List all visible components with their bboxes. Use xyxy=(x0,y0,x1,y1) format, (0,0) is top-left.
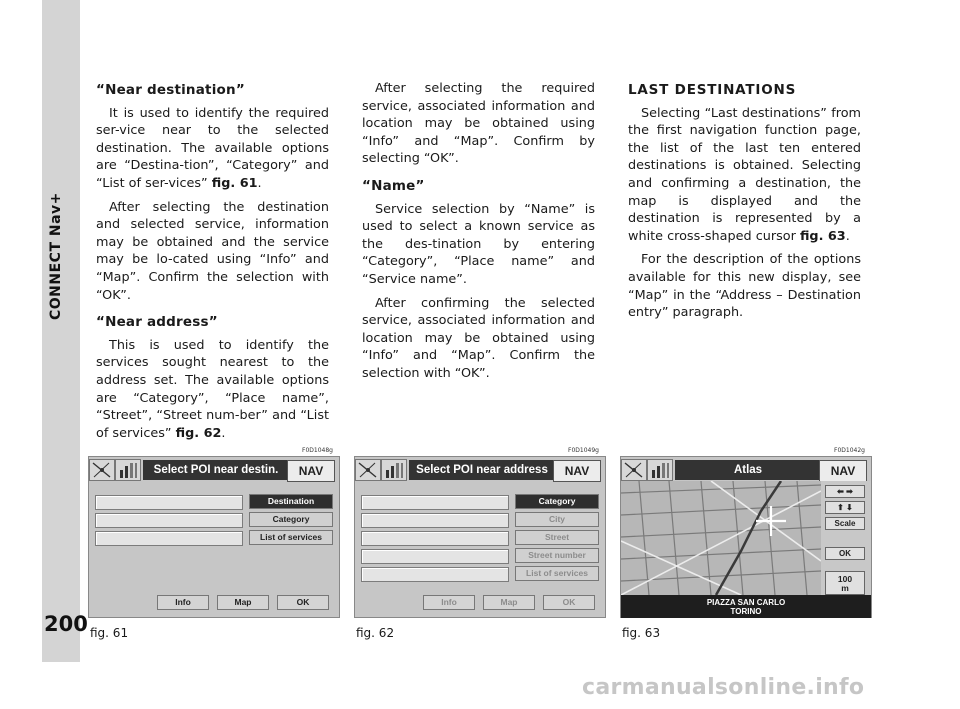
list-field[interactable] xyxy=(95,513,243,528)
fig-reference: fig. 62 xyxy=(175,425,222,441)
scale-indicator xyxy=(825,571,865,595)
map-button[interactable]: Map xyxy=(483,595,535,610)
figure-caption: fig. 62 xyxy=(356,626,395,640)
paragraph: For the description of the options available for this new display, see “Map” in the “Address – Destination entry” paragraph. xyxy=(628,252,861,321)
paragraph: After confirming the selected service, associated information and location may be obtained using “Info” and “Map”. Confirm the selection with “OK”. xyxy=(362,295,595,381)
scale-value: 100 xyxy=(837,574,853,584)
pan-horizontal-button[interactable]: ⬅ ➡ xyxy=(825,485,865,498)
ok-button[interactable]: OK xyxy=(277,595,329,610)
option-category[interactable]: Category xyxy=(249,512,333,527)
screen-topbar xyxy=(89,457,339,481)
list-field[interactable] xyxy=(95,531,243,546)
paragraph: After selecting the destination and selected service, information may be obtained and the service may be lo-cated using “Info” and “Map”. Confirm the selection with “OK”. xyxy=(96,199,329,303)
screen-topbar xyxy=(355,457,605,481)
street-map[interactable] xyxy=(621,481,821,595)
satellite-icon xyxy=(621,459,647,481)
nav-label: NAV xyxy=(287,460,335,482)
text-column-1 xyxy=(96,80,329,448)
text-column-2 xyxy=(362,80,595,389)
map-controls xyxy=(821,481,871,595)
ok-button[interactable]: OK xyxy=(543,595,595,610)
page-number: 200 xyxy=(44,612,88,636)
paragraph: Selecting “Last destinations” from the first navigation function page, the list of the last ten entered destinations is obtained. Selecting and confirming a destination, the map is displayed and the destination is represented by a white cross-shaped cursor fig. 63. xyxy=(628,105,861,244)
satellite-icon xyxy=(89,459,115,481)
option-city[interactable]: City xyxy=(515,512,599,527)
screen-title: Select POI near address xyxy=(409,460,555,480)
option-category[interactable]: Category xyxy=(515,494,599,509)
list-field[interactable] xyxy=(361,513,509,528)
side-band xyxy=(42,0,80,662)
info-button[interactable]: Info xyxy=(423,595,475,610)
paragraph: Service selection by “Name” is used to select a known service as the des-tination by entering “Category”, “Place name” and “Service name”. xyxy=(362,201,595,287)
location-city: TORINO xyxy=(730,607,762,616)
paragraph: This is used to identify the services sought nearest to the address set. The available options are “Category”, “Place name”, “Street”, “Street num-ber” and “List of services” fig. 62. xyxy=(96,337,329,441)
option-list-of-services[interactable]: List of services xyxy=(249,530,333,545)
location-street: PIAZZA SAN CARLO xyxy=(706,598,786,607)
paragraph: It is used to identify the required ser-vice near to the selected destination. The available options are “Destina-tion”, “Category” and “List of ser-vices” fig. 61. xyxy=(96,105,329,191)
nav-label: NAV xyxy=(553,460,601,482)
figure-caption: fig. 63 xyxy=(622,626,661,640)
text-column-3 xyxy=(628,80,861,328)
info-button[interactable]: Info xyxy=(157,595,209,610)
screen-title: Select POI near destin. xyxy=(143,460,289,480)
location-bar xyxy=(621,595,871,618)
list-field[interactable] xyxy=(361,495,509,510)
fig-reference: fig. 61 xyxy=(211,175,258,191)
signal-icon xyxy=(381,459,407,481)
list-field[interactable] xyxy=(361,549,509,564)
heading-near-address: “Near address” xyxy=(96,314,218,331)
figure-63-screen xyxy=(620,456,872,618)
nav-label: NAV xyxy=(819,460,867,482)
figure-code: F0D1048g xyxy=(302,447,333,454)
scale-button[interactable]: Scale xyxy=(825,517,865,530)
option-destination[interactable]: Destination xyxy=(249,494,333,509)
figure-62-screen xyxy=(354,456,606,618)
heading-near-destination: “Near destination” xyxy=(96,82,245,98)
satellite-icon xyxy=(355,459,381,481)
option-street-number[interactable]: Street number xyxy=(515,548,599,563)
section-title: CONNECT Nav+ xyxy=(48,192,64,320)
list-field[interactable] xyxy=(95,495,243,510)
option-street[interactable]: Street xyxy=(515,530,599,545)
option-list-of-services[interactable]: List of services xyxy=(515,566,599,581)
signal-icon xyxy=(647,459,673,481)
section-title-vertical xyxy=(48,190,74,320)
signal-icon xyxy=(115,459,141,481)
map-streets xyxy=(621,481,821,595)
map-button[interactable]: Map xyxy=(217,595,269,610)
list-field[interactable] xyxy=(361,567,509,582)
figure-code: F0D1042g xyxy=(834,447,865,454)
heading-name: “Name” xyxy=(362,177,425,194)
ok-button[interactable]: OK xyxy=(825,547,865,560)
paragraph: After selecting the required service, associated information and location may be obtained using “Info” and “Map”. Confirm by selecting “OK”. xyxy=(362,81,595,167)
figure-61-screen xyxy=(88,456,340,618)
list-field[interactable] xyxy=(361,531,509,546)
pan-vertical-button[interactable]: ⬆ ⬇ xyxy=(825,501,865,514)
screen-topbar xyxy=(621,457,871,481)
scale-unit: m xyxy=(841,583,849,593)
watermark: carmanualsonline.info xyxy=(582,675,865,700)
screen-title: Atlas xyxy=(675,460,821,480)
fig-reference: fig. 63 xyxy=(799,228,846,244)
figure-caption: fig. 61 xyxy=(90,626,129,640)
figure-code: F0D1049g xyxy=(568,447,599,454)
heading-last-destinations: LAST DESTINATIONS xyxy=(628,82,797,98)
